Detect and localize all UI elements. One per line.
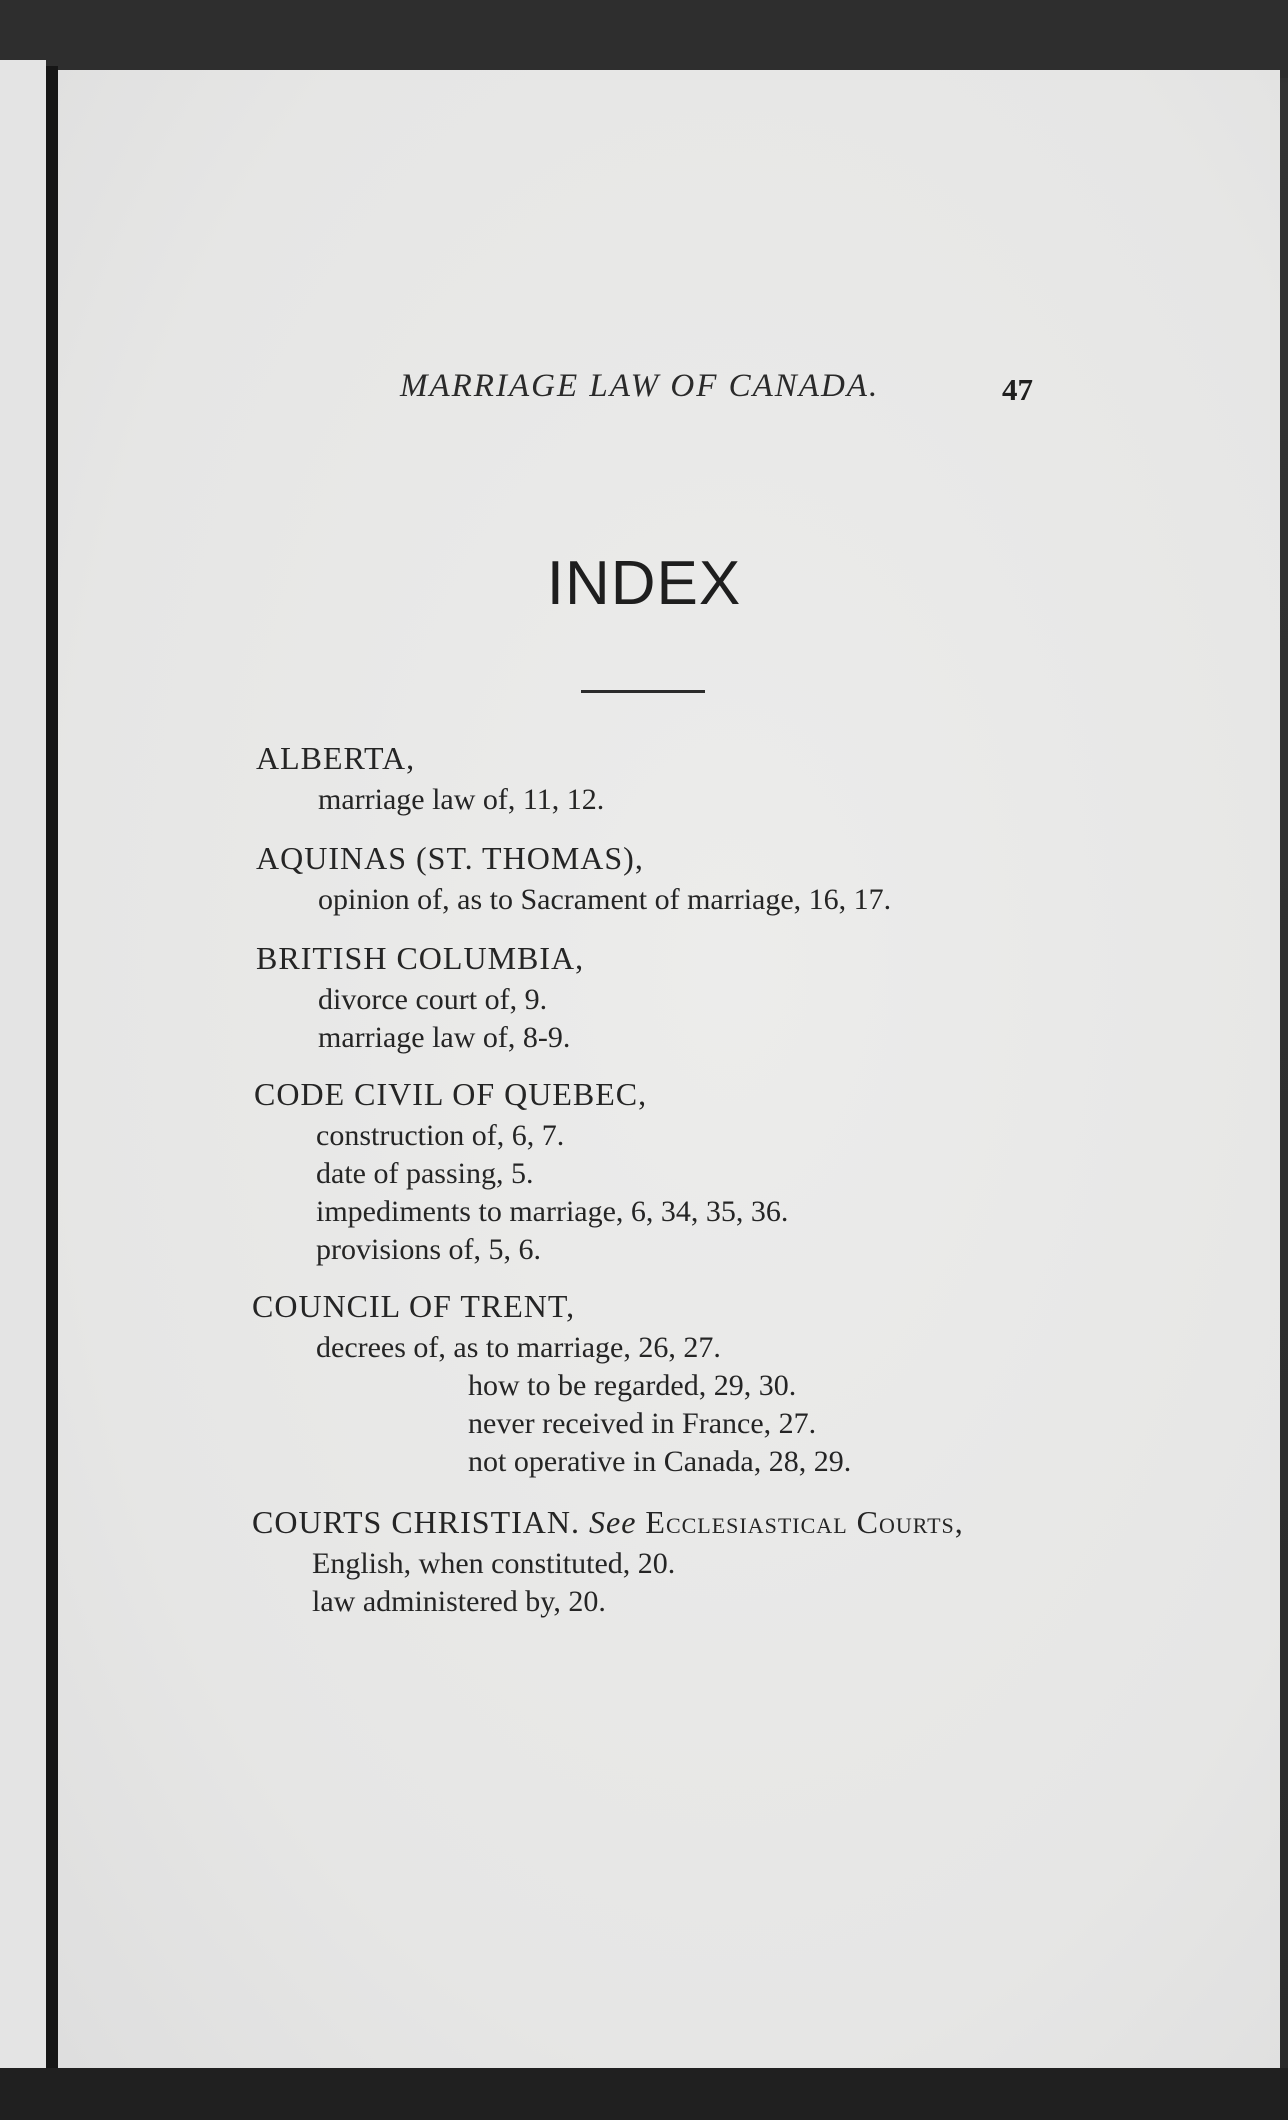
cross-reference-see: See <box>589 1504 637 1540</box>
index-subentry: law administered by, 20. <box>312 1585 606 1618</box>
index-subentry: date of passing, 5. <box>316 1157 534 1190</box>
index-subentry: English, when constituted, 20. <box>312 1547 676 1580</box>
index-subentry: construction of, 6, 7. <box>316 1119 565 1152</box>
cross-reference-target: Ecclesiastical Courts, <box>645 1504 964 1540</box>
index-subentry: impediments to marriage, 6, 34, 35, 36. <box>316 1195 789 1228</box>
index-subentry: marriage law of, 11, 12. <box>318 783 605 816</box>
index-sub-subentry: never received in France, 27. <box>468 1407 817 1440</box>
scan-bottom-border <box>0 2068 1288 2120</box>
running-head: MARRIAGE LAW OF CANADA. <box>400 368 880 404</box>
index-heading-british-columbia: BRITISH COLUMBIA, <box>256 940 585 976</box>
index-heading-text: COURTS CHRISTIAN. <box>252 1504 580 1540</box>
index-heading-alberta: ALBERTA, <box>256 740 416 776</box>
index-title: INDEX <box>546 549 742 618</box>
scan-top-border <box>0 0 1288 78</box>
index-sub-subentry: not operative in Canada, 28, 29. <box>468 1445 852 1478</box>
page-gutter-shadow <box>46 66 58 2076</box>
index-subentry: decrees of, as to marriage, 26, 27. <box>316 1331 721 1364</box>
index-subentry: provisions of, 5, 6. <box>316 1233 541 1266</box>
index-heading-courts-christian <box>252 1502 964 1542</box>
title-divider <box>581 690 705 693</box>
index-subentry: marriage law of, 8-9. <box>318 1021 571 1054</box>
index-subentry: opinion of, as to Sacrament of marriage, 16, 17. <box>318 883 892 916</box>
index-heading-code-civil-of-quebec: CODE CIVIL OF QUEBEC, <box>254 1076 648 1112</box>
index-sub-subentry: how to be regarded, 29, 30. <box>468 1369 797 1402</box>
index-subentry: divorce court of, 9. <box>318 983 548 1016</box>
index-heading-council-of-trent: COUNCIL OF TRENT, <box>252 1288 576 1324</box>
index-heading-aquinas: AQUINAS (ST. THOMAS), <box>256 840 644 876</box>
page-number: 47 <box>1002 372 1033 407</box>
previous-page-edge <box>0 60 46 2090</box>
